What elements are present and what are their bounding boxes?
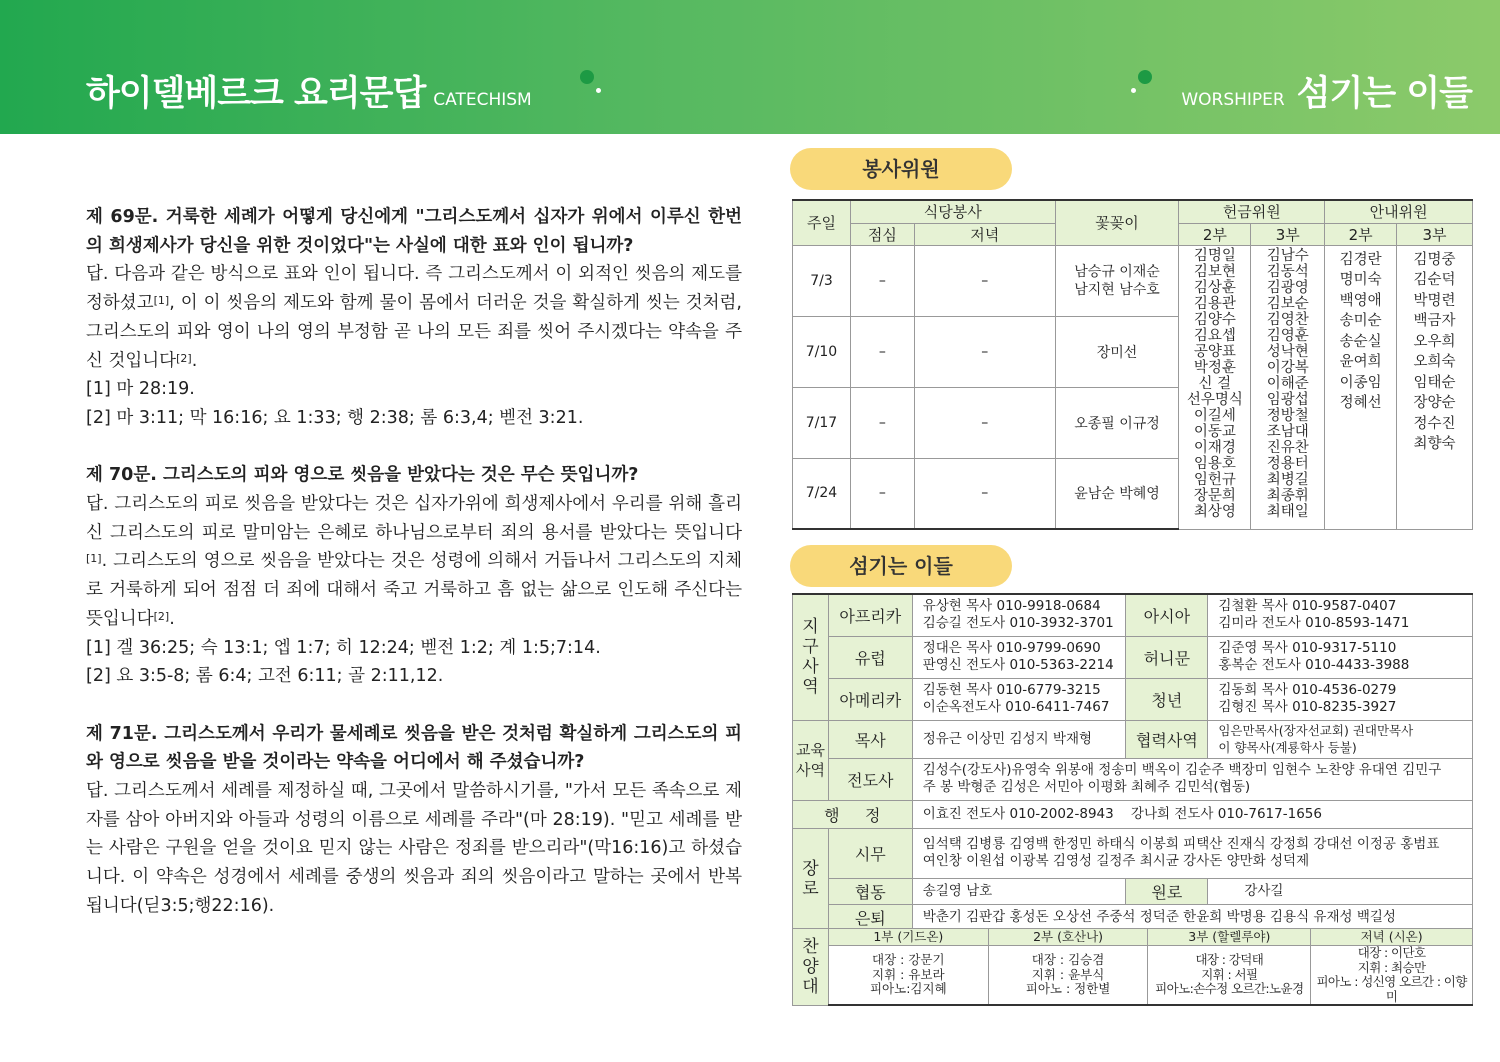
choir-group-name: 1부 (기드온): [828, 929, 988, 946]
retired-elder-names: 박춘기 김판갑 홍성돈 오상선 주중석 정덕준 한윤희 박명용 김용식 유재성 백길성: [912, 904, 1472, 930]
date-cell: 7/3: [793, 245, 851, 316]
date-cell: 7/17: [793, 387, 851, 458]
catechism-subtitle: CATECHISM: [433, 90, 532, 110]
flowers-cell: 윤남순 박혜영: [1055, 458, 1179, 529]
worshiper-title: 섬기는 이들: [1296, 74, 1472, 114]
header-cafeteria: 식당봉사: [850, 200, 1055, 223]
choir-group-staff: 대장 : 강덕태 지휘 : 서필 피아노:손수정 오르간:노윤경: [1148, 946, 1311, 1006]
asia-contacts: 김철환 목사 010-9587-0407 김미라 전도사 010-8593-1471: [1208, 594, 1473, 636]
choir-group-name: 2부 (호산나): [988, 929, 1148, 946]
lunch-cell: –: [850, 245, 914, 316]
choir-label: 찬 양 대: [793, 929, 829, 1006]
america-label: 아메리카: [828, 678, 912, 720]
catechism-section: [86, 203, 742, 949]
elder-label: 장 로: [793, 828, 829, 930]
service-section-title: 봉사위원: [790, 148, 1012, 190]
america-contacts: 김동현 목사 010-6779-3215 이순옥전도사 010-6411-7467: [912, 678, 1126, 720]
choir-group-staff: 대장 : 김승겸 지휘 : 윤부식 피아노 : 정한별: [988, 946, 1148, 1006]
assoc-elder-label: 협동: [828, 878, 912, 904]
flowers-cell: 장미선: [1055, 316, 1179, 387]
worshiper-subtitle: WORSHIPER: [1181, 90, 1285, 110]
pastor-label: 목사: [828, 720, 912, 758]
question-69: [86, 203, 742, 433]
question-text: 제 71문. 그리스도께서 우리가 물세례로 씻음을 받은 것처럼 확실하게 그리스도의 피와 영으로 씻음을 받을 것이라는 약속을 어디에서 해 주셨습니까?: [86, 723, 742, 773]
offering-part3-list: 김남수 김동석 김광영 김보순 김영찬 김영훈 성낙현 이강복 이해준 임광섭 정방철 조남대 진유찬 정용터 최병길 최종휘 최태일: [1251, 245, 1325, 529]
dinner-cell: –: [914, 387, 1055, 458]
active-elder-label: 시무: [828, 828, 912, 878]
worshiper-heading: [1181, 66, 1472, 116]
header-lunch: 점심: [850, 223, 914, 245]
header-dinner: 저녁: [914, 223, 1055, 245]
lunch-cell: –: [850, 387, 914, 458]
coop-label: 협력사역: [1126, 720, 1208, 758]
question-70: [86, 461, 742, 691]
table-row: [793, 245, 1473, 316]
asia-label: 아시아: [1126, 594, 1208, 636]
honeymoon-label: 허니문: [1126, 636, 1208, 678]
flowers-cell: 오종필 이규정: [1055, 387, 1179, 458]
answer-text: 답. 그리스도의 피로 씻음을 받았다는 것은 십자가위에 희생제사에서 우리를 위해 흘리신 그리스도의 피로 말미암는 은혜로 하나님으로부터 죄의 용서를 받았다는 뜻입니다[1]. 그리스도의 영으로 씻음을 받았다는 것은 성령에 의해서 거듭나서 그리스도의 지체로 거룩하게 되어 점점 더 죄에 대해서 죽고 거룩하고 흠 없는 삶으로 인도해 주신다는 뜻입니다[2].: [86, 494, 742, 629]
lunch-cell: –: [850, 316, 914, 387]
date-cell: 7/10: [793, 316, 851, 387]
header-week: 주일: [793, 200, 851, 245]
africa-contacts: 유상현 목사 010-9918-0684 김승길 전도사 010-3932-3701: [912, 594, 1126, 636]
honorary-elder-label: 원로: [1126, 878, 1208, 904]
honeymoon-contacts: 김준영 목사 010-9317-5110 홍복순 전도사 010-4433-3988: [1208, 636, 1473, 678]
africa-label: 아프리카: [828, 594, 912, 636]
offering-part2-list: 김명일 김보현 김상훈 김용관 김양수 김요셉 공양표 박정훈 신 걸 선우명식 이길세 이동교 이재경 임용호 임헌규 장문희 최상영: [1179, 245, 1251, 529]
date-cell: 7/24: [793, 458, 851, 529]
question-text: 제 70문. 그리스도의 피와 영으로 씻음을 받았다는 것은 무슨 뜻입니까?: [86, 465, 639, 486]
usher-part3-list: 김명중 김순덕 박명련 백금자 오우희 오희숙 임태순 장양순 정수진 최향숙: [1397, 245, 1473, 529]
pastor-names: 정유근 이상민 김성지 박재형: [912, 720, 1126, 758]
evangelist-label: 전도사: [828, 758, 912, 800]
youth-label: 청년: [1126, 678, 1208, 720]
decor-dot-icon: [580, 70, 594, 84]
workers-section-title: 섬기는 이들: [790, 545, 1012, 587]
choir-table: [792, 928, 1473, 1006]
choir-group-staff: 대장 : 강문기 지휘 : 유보라 피아노:김지혜: [828, 946, 988, 1006]
decor-dot-icon: [1138, 70, 1152, 84]
flowers-cell: 남승규 이재순 남지현 남수호: [1055, 245, 1179, 316]
header-part2: 2부: [1325, 223, 1397, 245]
footnote: [2] 마 3:11; 막 16:16; 요 1:33; 행 2:38; 롬 6:3,4; 벧전 3:21.: [86, 407, 584, 428]
footnote: [1] 마 28:19.: [86, 379, 195, 400]
footnote: [2] 요 3:5-8; 롬 6:4; 고전 6:11; 골 2:11,12.: [86, 666, 444, 687]
header-part3: 3부: [1251, 223, 1325, 245]
decor-dot-small-icon: [1131, 88, 1136, 93]
choir-group-name: 저녁 (시온): [1311, 929, 1473, 946]
dinner-cell: –: [914, 245, 1055, 316]
question-text: 제 69문. 거룩한 세례가 어떻게 당신에게 "그리스도께서 십자가 위에서 이루신 한번의 희생제사가 당신을 위한 것이었다"는 사실에 대한 표와 인이 됩니까?: [86, 207, 742, 256]
catechism-heading: [86, 66, 532, 116]
header-usher: 안내위원: [1325, 200, 1473, 223]
coop-names: 임은만목사(장자선교회) 권대만목사 이 향목사(계룡학사 등불): [1208, 720, 1473, 758]
admin-label: 행 정: [793, 800, 913, 828]
evangelist-names: 김성수(강도사)유영숙 위봉애 정송미 백옥이 김순주 백장미 임현수 노찬양 유대연 김민구 주 봉 박형준 김성은 서민아 이평화 최혜주 김민석(협동): [912, 758, 1472, 800]
catechism-title: 하이델베르크 요리문답: [86, 74, 426, 114]
question-71: [86, 720, 742, 921]
usher-part2-list: 김경란 명미숙 백영애 송미순 송순실 윤여희 이종임 정혜선: [1325, 245, 1397, 529]
dinner-cell: –: [914, 316, 1055, 387]
page-header: [0, 0, 1500, 134]
active-elder-names: 임석택 김병룡 김영백 한정민 하태식 이봉희 피택산 진재식 강정희 강대선 이정공 홍범표 여인창 이원섭 이광복 김영성 길정주 최시균 강사돈 양만화 성덕제: [912, 828, 1472, 878]
admin-contacts: 이효진 전도사 010-2002-8943 강나희 전도사 010-7617-1656: [912, 800, 1472, 828]
header-part3: 3부: [1397, 223, 1473, 245]
decor-dot-small-icon: [596, 88, 601, 93]
choir-group-staff: 대장 : 이단호 지휘 : 최승만 피아노 : 성신영 오르간 : 이향미: [1311, 946, 1473, 1006]
header-offering: 헌금위원: [1179, 200, 1325, 223]
header-flowers: 꽃꽂이: [1055, 200, 1179, 245]
workers-table: [792, 593, 1473, 931]
service-table: [792, 199, 1473, 530]
answer-text: 답. 다음과 같은 방식으로 표와 인이 됩니다. 즉 그리스도께서 이 외적인 씻음의 제도를 정하셨고[1], 이 이 씻음의 제도와 함께 물이 몸에서 더러운 것을 확실하게 씻는 것처럼, 그리스도의 피와 영이 나의 영의 부정함 곧 나의 모든 죄를 씻어 주시겠다는 약속을 주신 것입니다[2].: [86, 264, 742, 371]
header-part2: 2부: [1179, 223, 1251, 245]
dinner-cell: –: [914, 458, 1055, 529]
footnote: [1] 겔 36:25; 슥 13:1; 엡 1:7; 히 12:24; 벧전 1:2; 계 1:5;7:14.: [86, 637, 601, 658]
europe-label: 유럽: [828, 636, 912, 678]
youth-contacts: 김동희 목사 010-4536-0279 김형진 목사 010-8235-3927: [1208, 678, 1473, 720]
answer-text: 답. 그리스도께서 세례를 제정하실 때, 그곳에서 말씀하시기를, "가서 모든 족속으로 제자를 삼아 아버지와 아들과 성령의 이름으로 세례를 주라"(마 28:19). "믿고 세례를 받는 사람은 구원을 얻을 것이요 믿지 않는 사람은 정죄를 받으리라"(막16:16)고 하셨습니다. 이 약속은 성경에서 세례를 중생의 씻음과 죄의 씻음이라고 말하는 곳에서 반복됩니다(딛3:5;행22:16).: [86, 781, 742, 916]
honorary-elder-names: 강사길: [1208, 878, 1473, 904]
assoc-elder-names: 송길영 남호: [912, 878, 1126, 904]
choir-group-name: 3부 (할렐루야): [1148, 929, 1311, 946]
europe-contacts: 정대은 목사 010-9799-0690 판영신 전도사 010-5363-2214: [912, 636, 1126, 678]
retired-elder-label: 은퇴: [828, 904, 912, 930]
lunch-cell: –: [850, 458, 914, 529]
edu-label: 교육 사역: [793, 720, 829, 800]
region-label: 지 구 사 역: [793, 594, 829, 720]
